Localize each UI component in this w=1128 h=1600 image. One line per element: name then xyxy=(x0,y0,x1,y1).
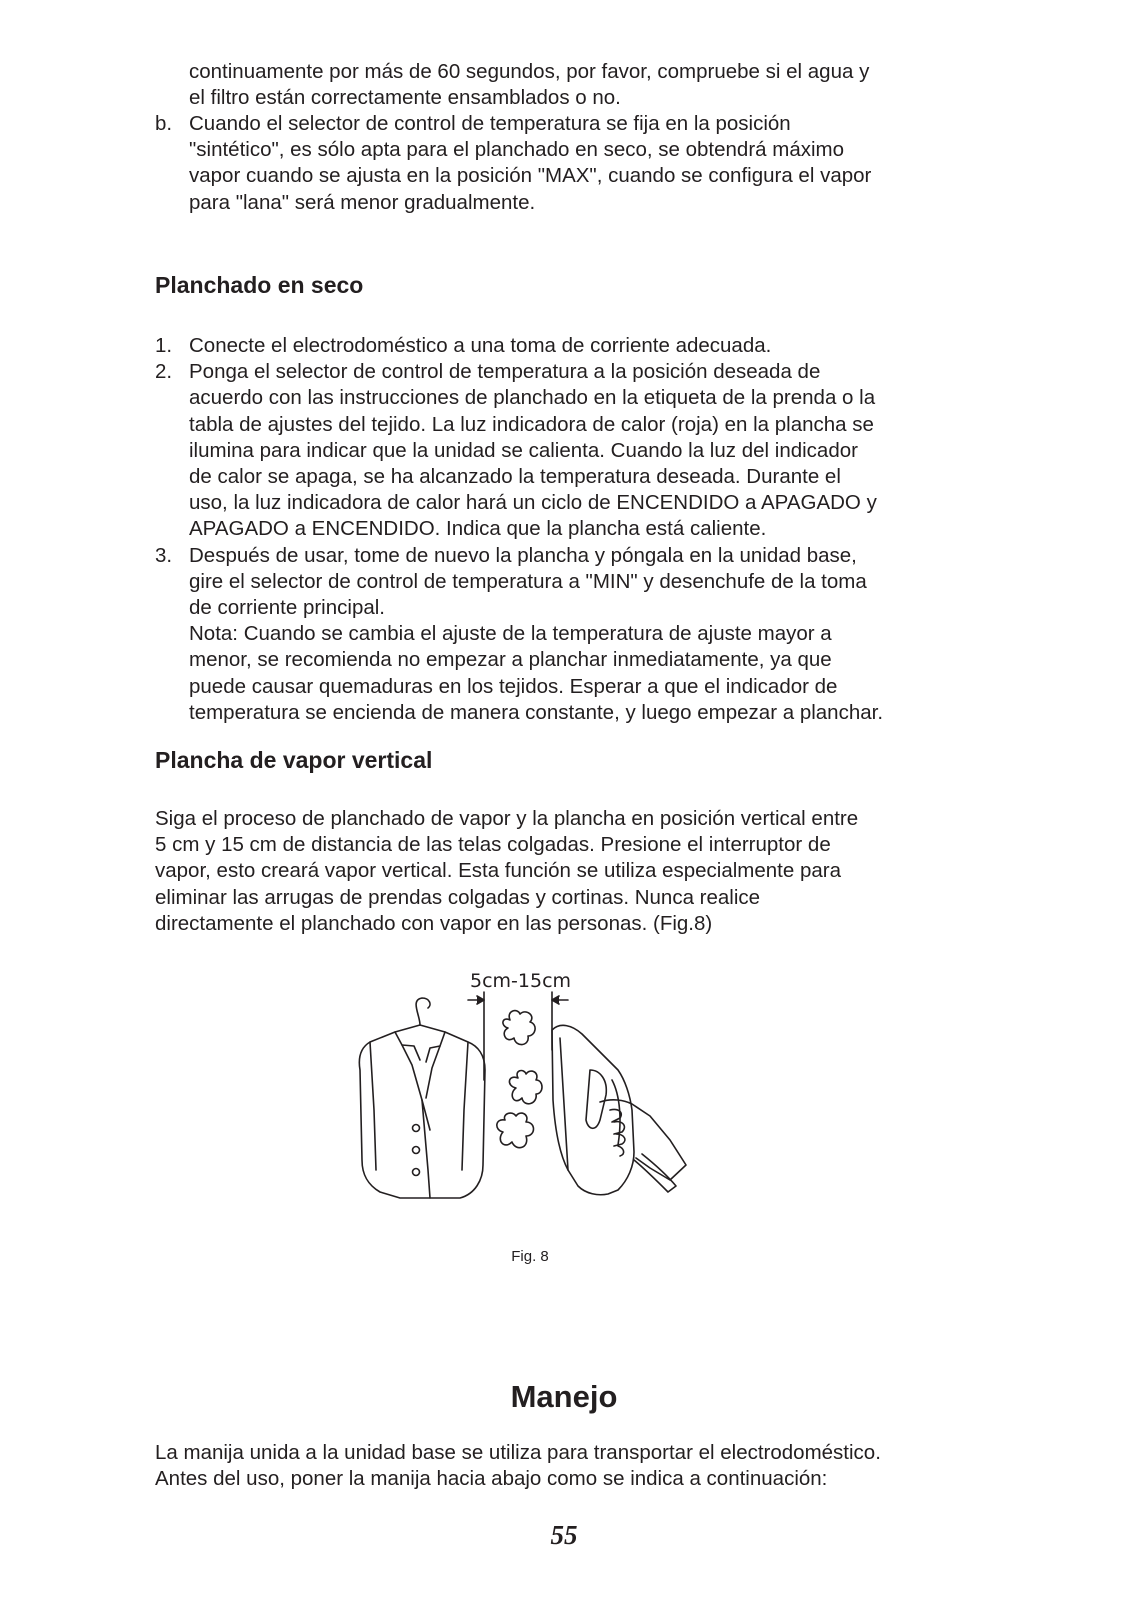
text-line: acuerdo con las instrucciones de planchado en la etiqueta de la prenda o la xyxy=(189,386,876,410)
text-line: Antes del uso, poner la manija hacia abajo como se indica a continuación: xyxy=(155,1467,828,1491)
text-line: gire el selector de control de temperatura a "MIN" y desenchufe de la toma xyxy=(189,569,867,593)
figure-8-illustration xyxy=(350,970,720,1240)
text-line: puede causar quemaduras en los tejidos. Esperar a que el indicador de xyxy=(189,674,838,698)
list-marker: 2. xyxy=(155,360,173,384)
handling-paragraph xyxy=(155,1440,881,1492)
text-line: Nota: Cuando se cambia el ajuste de la temperatura de ajuste mayor a xyxy=(189,622,832,646)
text-line: uso, la luz indicadora de calor hará un ciclo de ENCENDIDO a APAGADO y xyxy=(189,491,877,515)
text-line: Después de usar, tome de nuevo la plancha y póngala en la unidad base, xyxy=(189,543,857,567)
text-line: vapor cuando se ajusta en la posición "MAX", cuando se configura el vapor xyxy=(189,164,872,188)
list-marker: 1. xyxy=(155,334,173,357)
figure-caption: Fig. 8 xyxy=(511,1248,549,1265)
text-line: "sintético", es sólo apta para el planchado en seco, se obtendrá máximo xyxy=(189,138,844,162)
dimension-label: 5cm-15cm xyxy=(470,970,572,992)
text-line: 5 cm y 15 cm de distancia de las telas colgadas. Presione el interruptor de xyxy=(155,833,831,857)
shirt-on-hanger xyxy=(359,998,485,1198)
hand-holding-iron xyxy=(600,1100,686,1192)
text-line: tabla de ajustes del tejido. La luz indicadora de calor (roja) en la plancha se xyxy=(189,412,874,436)
page-number: 55 xyxy=(550,1520,578,1550)
text-line: Conecte el electrodoméstico a una toma de corriente adecuada. xyxy=(189,334,772,357)
list-item-b xyxy=(155,111,871,216)
list-item-1 xyxy=(155,333,883,359)
text-line: vapor, esto creará vapor vertical. Esta función se utiliza especialmente para xyxy=(155,859,841,883)
section-heading-vertical-steam: Plancha de vapor vertical xyxy=(155,747,433,773)
vertical-steam-paragraph xyxy=(155,806,858,937)
text-line: para "lana" será menor gradualmente. xyxy=(189,190,536,214)
steam-clouds xyxy=(497,1011,542,1148)
text-line: el filtro están correctamente ensamblados o no. xyxy=(189,86,621,110)
list-item-2 xyxy=(155,359,883,542)
list-item-3 xyxy=(155,543,883,726)
text-line: directamente el planchado con vapor en las personas. (Fig.8) xyxy=(155,911,713,935)
section-title-handling: Manejo xyxy=(510,1379,618,1414)
text-line: ilumina para indicar que la unidad se calienta. Cuando la luz del indicador xyxy=(189,438,858,462)
intro-continuation xyxy=(189,59,869,111)
list-marker: 3. xyxy=(155,543,173,567)
text-line: menor, se recomienda no empezar a planchar inmediatamente, ya que xyxy=(189,648,832,672)
text-line: eliminar las arrugas de prendas colgadas y cortinas. Nunca realice xyxy=(155,885,761,909)
steam-iron xyxy=(552,1025,634,1194)
list-marker: b. xyxy=(155,112,173,135)
text-line: APAGADO a ENCENDIDO. Indica que la plancha está caliente. xyxy=(189,517,767,541)
text-line: temperatura se encienda de manera constante, y luego empezar a planchar. xyxy=(189,700,884,724)
text-line: Cuando el selector de control de temperatura se fija en la posición xyxy=(189,112,791,135)
text-line: Ponga el selector de control de temperatura a la posición deseada de xyxy=(189,360,821,384)
text-line: La manija unida a la unidad base se utiliza para transportar el electrodoméstico. xyxy=(155,1441,881,1464)
text-line: de calor se apaga, se ha alcanzado la temperatura deseada. Durante el xyxy=(189,465,841,489)
text-line: continuamente por más de 60 segundos, por favor, compruebe si el agua y xyxy=(189,60,870,83)
section-heading-dry-ironing: Planchado en seco xyxy=(155,272,364,298)
text-line: de corriente principal. xyxy=(189,596,385,620)
text-line: Siga el proceso de planchado de vapor y la plancha en posición vertical entre xyxy=(155,807,859,830)
dry-ironing-list xyxy=(155,333,883,726)
